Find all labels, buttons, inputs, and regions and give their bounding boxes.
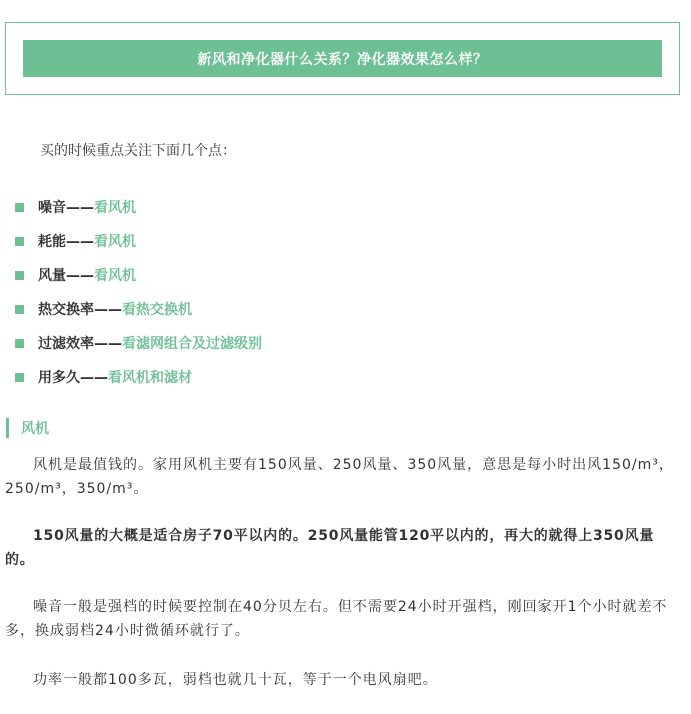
intro-text: 买的时候重点关注下面几个点： (40, 143, 236, 159)
paragraph: 噪音一般是强档的时候要控制在40分贝左右。但不需要24小时开强档，刚回家开1个小时就差不多，换成弱档24小时微循环就行了。 (5, 599, 668, 639)
list-item (15, 326, 262, 360)
section-heading: 风机 (6, 418, 49, 438)
key-points-list (15, 190, 262, 394)
point-label: 过滤效率—— (38, 336, 122, 352)
article-title: 新风和净化器什么关系？净化器效果怎么样？ (23, 40, 662, 77)
point-link: 看风机 (94, 268, 136, 284)
point-link: 看滤网组合及过滤级别 (122, 336, 262, 352)
point-label: 热交换率—— (38, 302, 122, 318)
point-link: 看风机和滤材 (108, 370, 192, 386)
square-bullet-icon (15, 373, 24, 382)
square-bullet-icon (15, 271, 24, 280)
paragraph-bold: 150风量的大概是适合房子70平以内的。250风量能管120平以内的，再大的就得上350风量的。 (5, 528, 655, 568)
point-label: 风量—— (38, 268, 94, 284)
paragraph: 功率一般都100多瓦，弱档也就几十瓦，等于一个电风扇吧。 (33, 672, 438, 688)
square-bullet-icon (15, 339, 24, 348)
list-item (15, 360, 262, 394)
point-link: 看风机 (94, 200, 136, 216)
square-bullet-icon (15, 237, 24, 246)
title-box (5, 22, 680, 95)
list-item (15, 224, 262, 258)
paragraph: 风机是最值钱的。家用风机主要有150风量、250风量、350风量，意思是每小时出风150/m³，250/m³，350/m³。 (5, 457, 674, 497)
point-label: 耗能—— (38, 234, 94, 250)
square-bullet-icon (15, 305, 24, 314)
square-bullet-icon (15, 203, 24, 212)
list-item (15, 258, 262, 292)
list-item (15, 190, 262, 224)
list-item (15, 292, 262, 326)
point-label: 用多久—— (38, 370, 108, 386)
point-link: 看热交换机 (122, 302, 192, 318)
point-link: 看风机 (94, 234, 136, 250)
point-label: 噪音—— (38, 200, 94, 216)
